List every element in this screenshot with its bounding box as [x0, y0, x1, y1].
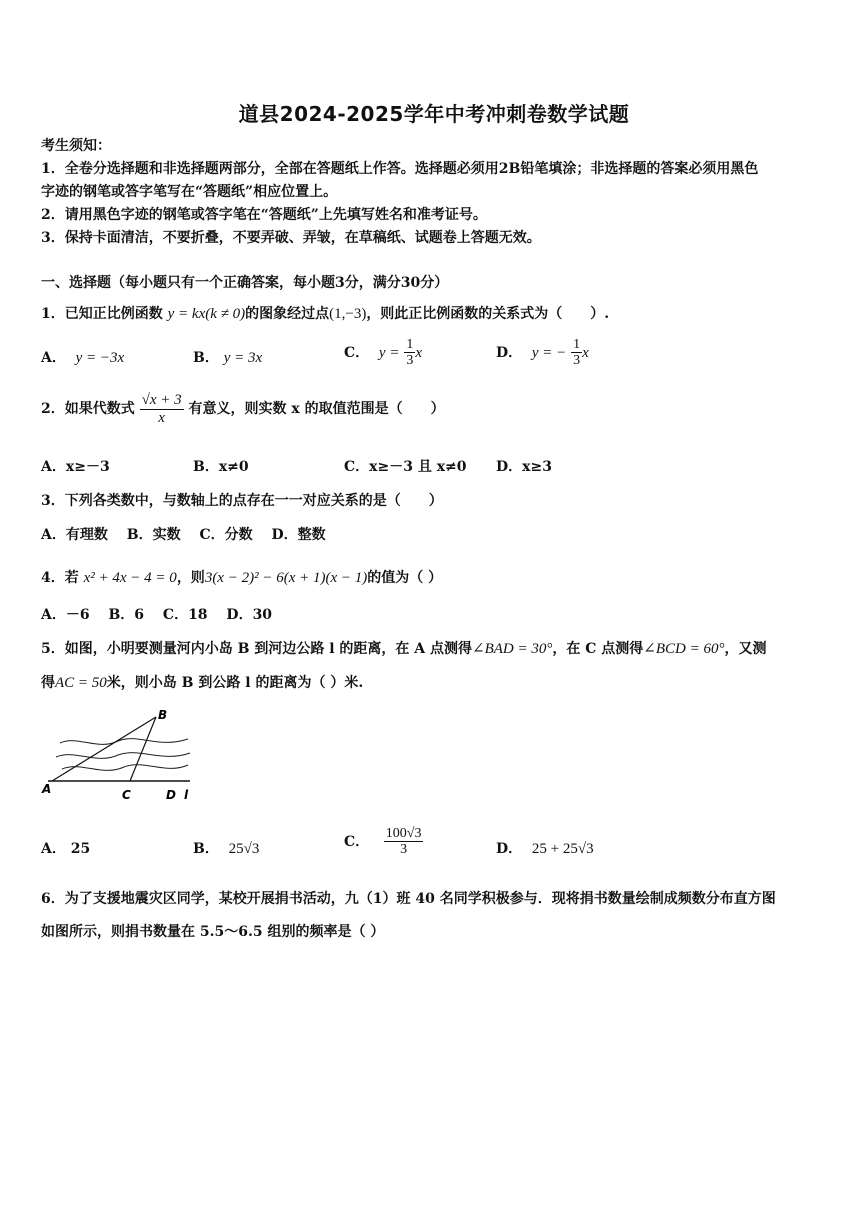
- question-5-text: 米，则小岛 B 到公路 l 的距离为（ ）米.: [106, 675, 364, 691]
- fraction: [404, 337, 415, 369]
- question-2-pre: 如果代数式: [64, 401, 135, 417]
- fraction-numerator: 1: [406, 337, 414, 352]
- question-2: [41, 392, 445, 426]
- angle-bcd: ∠BCD = 60°: [643, 641, 725, 657]
- question-4-post: 的值为（ ）: [367, 570, 443, 586]
- ac-length: AC = 50: [55, 675, 107, 691]
- question-2-fraction: [140, 392, 184, 426]
- segment-cb: [130, 717, 156, 781]
- option-expr-tail: x: [582, 344, 589, 361]
- option-2a: A．x≥－3: [41, 459, 110, 475]
- option-label: D．: [496, 344, 523, 361]
- question-3: 3．下列各类数中，与数轴上的点存在一一对应关系的是（ ）: [41, 493, 443, 509]
- section-heading: 一、选择题（每小题只有一个正确答案，每小题3分，满分30分）: [41, 275, 449, 291]
- option-2d: D．x≥3: [496, 459, 552, 475]
- notice-item-1-line-2: 字迹的钢笔或答字笔写在“答题纸”相应位置上。: [41, 184, 338, 200]
- option-expr-tail: x: [415, 344, 422, 361]
- option-label: B．: [193, 841, 219, 857]
- fraction-numerator: 1: [573, 337, 581, 352]
- question-5-text: ，又测: [724, 641, 767, 657]
- fraction-denominator: x: [158, 409, 165, 426]
- option-1b: [193, 347, 262, 367]
- option-value: 25: [70, 841, 91, 857]
- label-d: D: [166, 788, 176, 802]
- option-value: 25 + 25√3: [531, 841, 594, 857]
- option-2b: B．x≠0: [193, 459, 249, 475]
- fraction-numerator: 100√3: [385, 826, 422, 841]
- question-1-post: ，则此正比例函数的关系式为（ ）.: [366, 306, 610, 322]
- option-expr: y = −: [531, 344, 567, 361]
- option-1c: [344, 337, 422, 369]
- option-1a: [41, 347, 124, 367]
- question-1: [41, 303, 609, 323]
- segment-ab: [52, 717, 156, 781]
- label-c: C: [122, 788, 131, 802]
- notice-item-3: 3．保持卡面清洁，不要折叠，不要弄破、弄皱，在草稿纸、试题卷上答题无效。: [41, 230, 541, 246]
- fraction-denominator: 3: [406, 353, 414, 369]
- label-b: B: [158, 708, 168, 722]
- option-label: C．: [344, 833, 370, 850]
- option-label: A．: [41, 841, 66, 857]
- notice-item-2: 2．请用黑色字迹的钢笔或答字笔在“答题纸”上先填写姓名和准考证号。: [41, 207, 487, 223]
- question-5-text: 得: [41, 675, 55, 691]
- option-label: D．: [496, 841, 523, 857]
- question-4: [41, 567, 442, 587]
- notice-heading: 考生须知：: [41, 138, 111, 154]
- option-expr: y =: [378, 344, 400, 361]
- question-2-post: 有意义，则实数 x 的取值范围是（ ）: [188, 401, 445, 417]
- label-l: l: [184, 788, 189, 802]
- question-5-text: 5．如图，小明要测量河内小岛 B 到河边公路 l 的距离，在 A 点测得: [41, 641, 472, 657]
- notice-item-1-line-1: 1．全卷分选择题和非选择题两部分，全部在答题纸上作答。选择题必须用2B铅笔填涂；非选择题的答案必须用黑色: [41, 161, 759, 177]
- question-4-options: A．－6 B．6 C．18 D．30: [41, 607, 273, 623]
- question-6-line-1: 6．为了支援地震灾区同学，某校开展捐书活动，九（1）班 40 名同学积极参与．现将捐书数量绘制成频数分布直方图: [41, 891, 776, 907]
- option-expr: y = 3x: [223, 350, 263, 366]
- page-title: 道县2024-2025学年中考冲刺卷数学试题: [238, 102, 630, 126]
- option-label: B．: [193, 350, 219, 366]
- fraction: [384, 826, 424, 858]
- question-4-expression: 3(x − 2)² − 6(x + 1)(x − 1): [204, 570, 368, 586]
- question-4-pre: 若: [64, 570, 79, 586]
- question-1-pre: 已知正比例函数: [64, 306, 163, 322]
- label-a: A: [42, 782, 52, 796]
- angle-bad: ∠BAD = 30°: [472, 641, 553, 657]
- fraction-denominator: 3: [573, 353, 581, 369]
- question-5-text: ，在 C 点测得: [552, 641, 644, 657]
- option-2c: C．x≥－3 且 x≠0: [344, 459, 467, 475]
- fraction: [571, 337, 582, 369]
- question-1-number: 1．: [41, 306, 65, 322]
- option-expr: y = −3x: [75, 350, 125, 366]
- question-6-line-2: 如图所示，则捐书数量在 5.5～6.5 组别的频率是（ ）: [41, 924, 385, 940]
- option-label: C．: [344, 344, 370, 361]
- question-5-line-1: [41, 638, 766, 658]
- question-1-point: (1,−3): [329, 306, 367, 322]
- question-2-number: 2．: [41, 401, 65, 417]
- option-5b: [193, 838, 259, 858]
- question-1-mid: 的图象经过点: [245, 306, 330, 322]
- question-4-condition: x² + 4x − 4 = 0: [83, 570, 177, 586]
- option-5a: [41, 838, 90, 858]
- question-4-number: 4．: [41, 570, 65, 586]
- question-4-mid: ，则: [176, 570, 205, 586]
- river-diagram: [38, 705, 198, 805]
- option-5c: [344, 826, 423, 858]
- option-label: A．: [41, 350, 66, 366]
- option-value: 25√3: [228, 841, 260, 857]
- option-1d: [496, 337, 589, 369]
- question-3-options: A．有理数 B．实数 C．分数 D．整数: [41, 527, 326, 543]
- fraction-denominator: 3: [400, 842, 408, 858]
- option-5d: [496, 838, 594, 858]
- fraction-numerator: √x + 3: [141, 392, 182, 408]
- question-5-line-2: [41, 672, 363, 692]
- question-1-function: y = kx(k ≠ 0): [167, 306, 246, 322]
